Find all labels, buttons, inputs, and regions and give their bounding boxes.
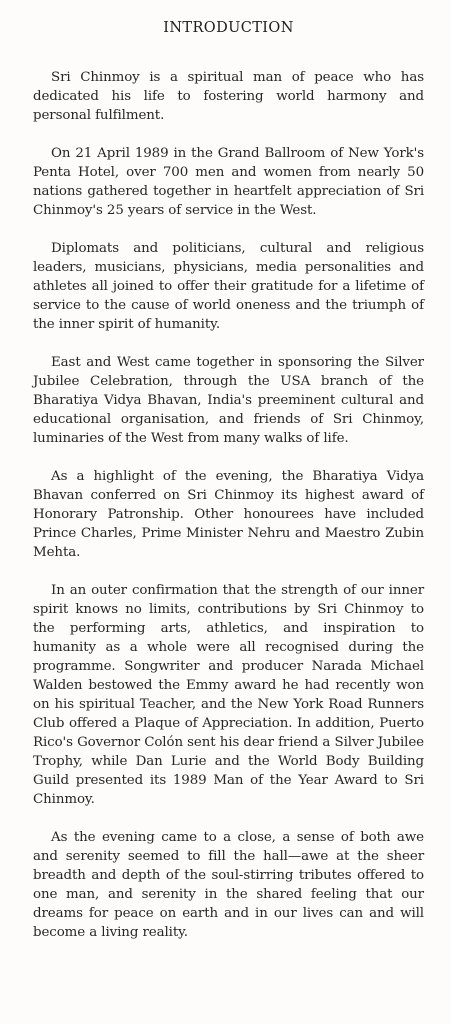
paragraph-contributions: In an outer confirmation that the strength of our inner spirit knows no limits, contributions by Sri Chinmoy to the performing arts, athletics, and inspiration to humanity as a whole were all recognised during the programme. Songwriter and producer Narada Michael Walden bestowed the Emmy award he had recently won on his spiritual Teacher, and the New York Road Runners Club offered a Plaque of Appreciation. In addition, Puerto Rico's Governor Colón sent his dear friend a Silver Jubilee Trophy, while Dan Lurie and the World Body Building Guild presented its 1989 Man of the Year Award to Sri Chinmoy.: [33, 583, 424, 807]
paragraph-intro: Sri Chinmoy is a spiritual man of peace who has dedicated his life to fostering world harmony and personal fulfilment.: [33, 70, 424, 123]
paragraph-event: On 21 April 1989 in the Grand Ballroom of New York's Penta Hotel, over 700 men and women from nearly 50 nations gathered together in heartfelt appreciation of Sri Chinmoy's 25 years of service in the West.: [33, 146, 424, 218]
page-title: INTRODUCTION: [163, 20, 294, 36]
paragraph-closing: As the evening came to a close, a sense of both awe and serenity seemed to fill the hall—awe at the sheer breadth and depth of the soul-stirring tributes offered to one man, and serenity in the shared feeling that our dreams for peace on earth and in our lives can and will become a living reality.: [33, 830, 424, 940]
paragraph-attendees: Diplomats and politicians, cultural and religious leaders, musicians, physicians, media personalities and athletes all joined to offer their gratitude for a lifetime of service to the cause of world oneness and the triumph of the inner spirit of humanity.: [33, 241, 424, 332]
paragraph-award: As a highlight of the evening, the Bharatiya Vidya Bhavan conferred on Sri Chinmoy its highest award of Honorary Patronship. Other honourees have included Prince Charles, Prime Minister Nehru and Maestro Zubin Mehta.: [33, 469, 424, 560]
paragraph-sponsors: East and West came together in sponsoring the Silver Jubilee Celebration, through the USA branch of the Bharatiya Vidya Bhavan, India's preeminent cultural and educational organisation, and friends of Sri Chinmoy, luminaries of the West from many walks of life.: [33, 355, 424, 446]
